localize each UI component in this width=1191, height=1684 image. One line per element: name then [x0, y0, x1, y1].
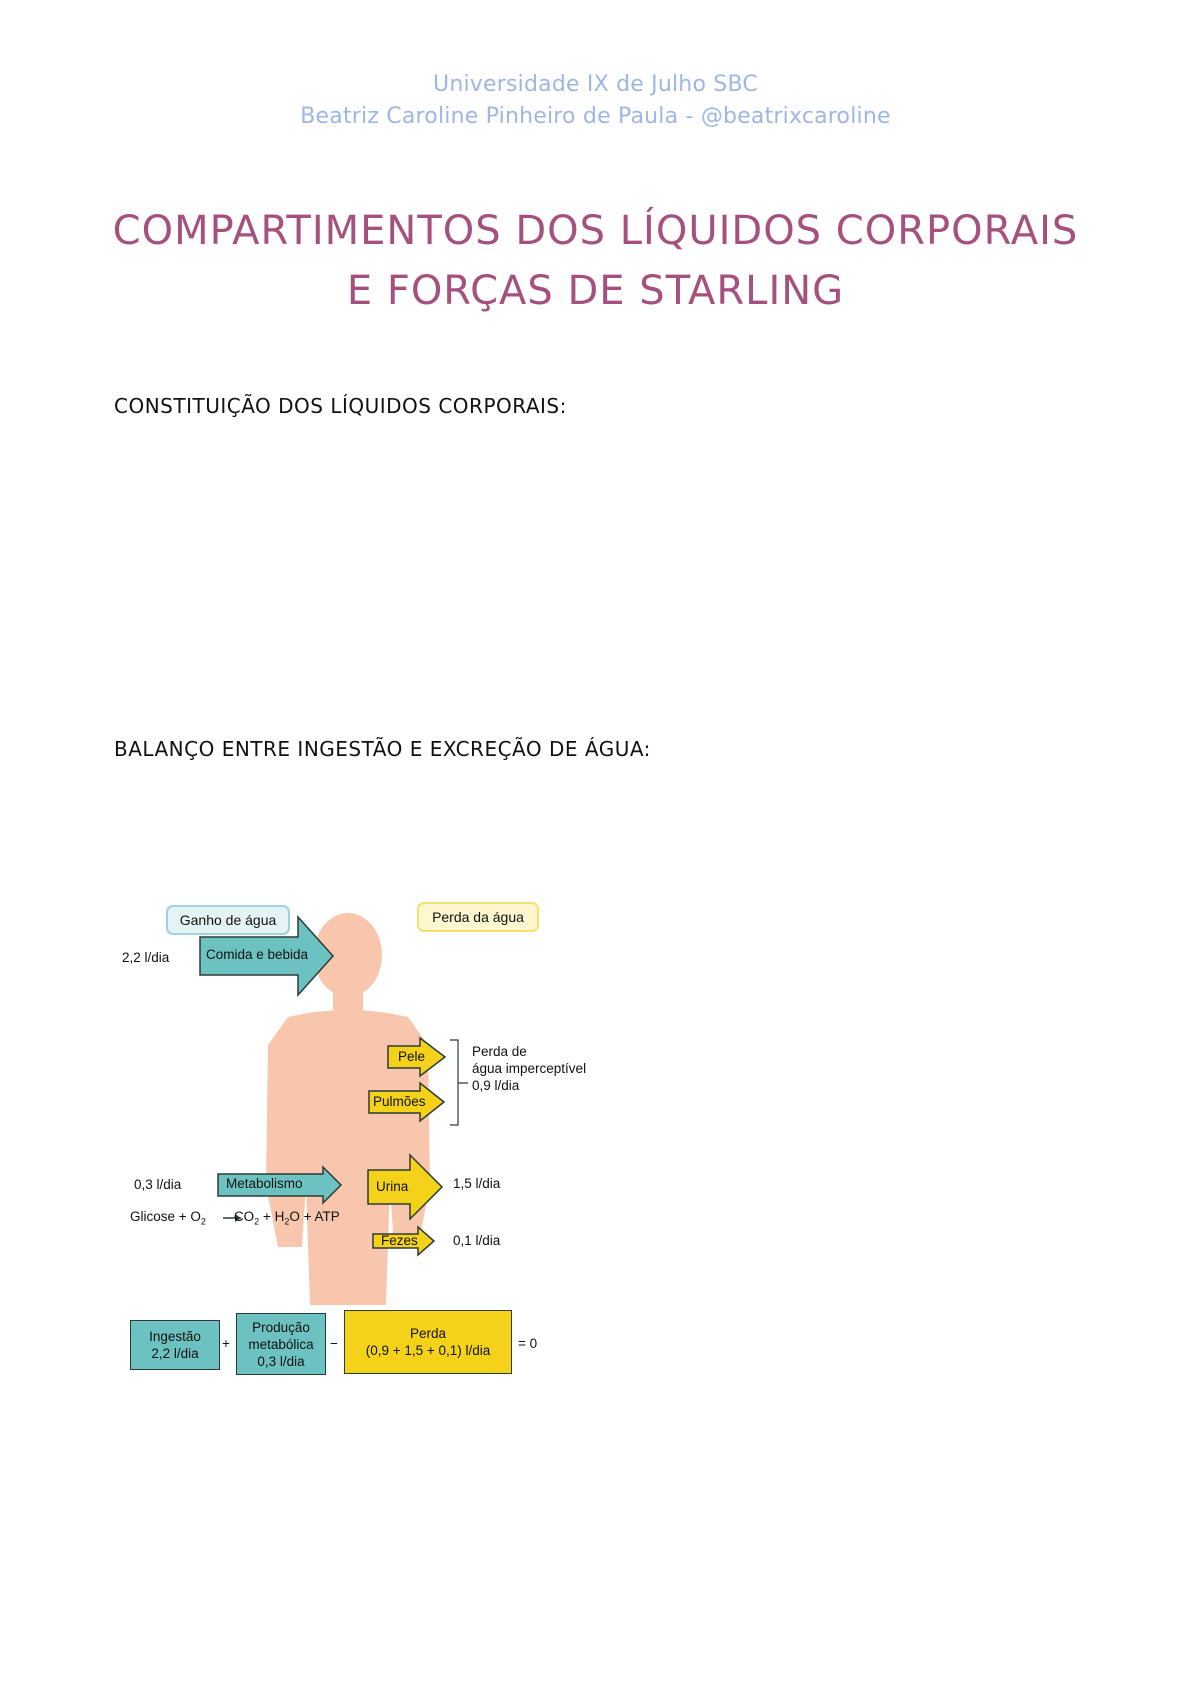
gain-label-pill: Ganho de água	[166, 905, 290, 935]
author-header: Beatriz Caroline Pinheiro de Paula - @beatrixcaroline	[300, 104, 891, 129]
insensible-line1: Perda de	[472, 1044, 527, 1059]
section-constitution-heading: CONSTITUIÇÃO DOS LÍQUIDOS CORPORAIS:	[114, 394, 567, 418]
intake-box: Ingestão 2,2 l/dia	[130, 1320, 220, 1370]
food-amount: 2,2 l/dia	[122, 950, 170, 965]
insensible-bracket	[450, 1040, 468, 1125]
metabolic-production-box: Produção metabólica 0,3 l/dia	[236, 1313, 326, 1375]
metabolism-amount: 0,3 l/dia	[134, 1177, 182, 1192]
urine-label: Urina	[376, 1179, 409, 1194]
insensible-line2: água imperceptível	[472, 1061, 587, 1076]
page-title-line1: COMPARTIMENTOS DOS LÍQUIDOS CORPORAIS	[112, 208, 1079, 254]
equals-zero: = 0	[518, 1336, 538, 1351]
feces-amount: 0,1 l/dia	[453, 1233, 501, 1248]
urine-amount: 1,5 l/dia	[453, 1176, 501, 1191]
insensible-amount: 0,9 l/dia	[472, 1078, 520, 1093]
loss-label-pill: Perda da água	[417, 902, 539, 932]
loss-box: Perda (0,9 + 1,5 + 0,1) l/dia	[344, 1310, 512, 1374]
food-label: Comida e bebida	[206, 947, 309, 962]
metabolism-label: Metabolismo	[226, 1176, 303, 1191]
minus-sign: −	[330, 1336, 338, 1351]
page-title-line2: E FORÇAS DE STARLING	[346, 268, 845, 314]
university-header: Universidade IX de Julho SBC	[433, 72, 758, 97]
lungs-label: Pulmões	[373, 1094, 426, 1109]
feces-label: Fezes	[381, 1233, 418, 1248]
plus-sign: +	[222, 1336, 230, 1351]
skin-label: Pele	[398, 1049, 426, 1064]
glucose-equation: $Glicose + O_2$ $CO_2 + H_2O$ + ATP	[130, 1209, 340, 1227]
section-balance-heading: BALANÇO ENTRE INGESTÃO E EXCREÇÃO DE ÁGUA:	[114, 737, 651, 761]
water-balance-diagram	[122, 885, 628, 1385]
